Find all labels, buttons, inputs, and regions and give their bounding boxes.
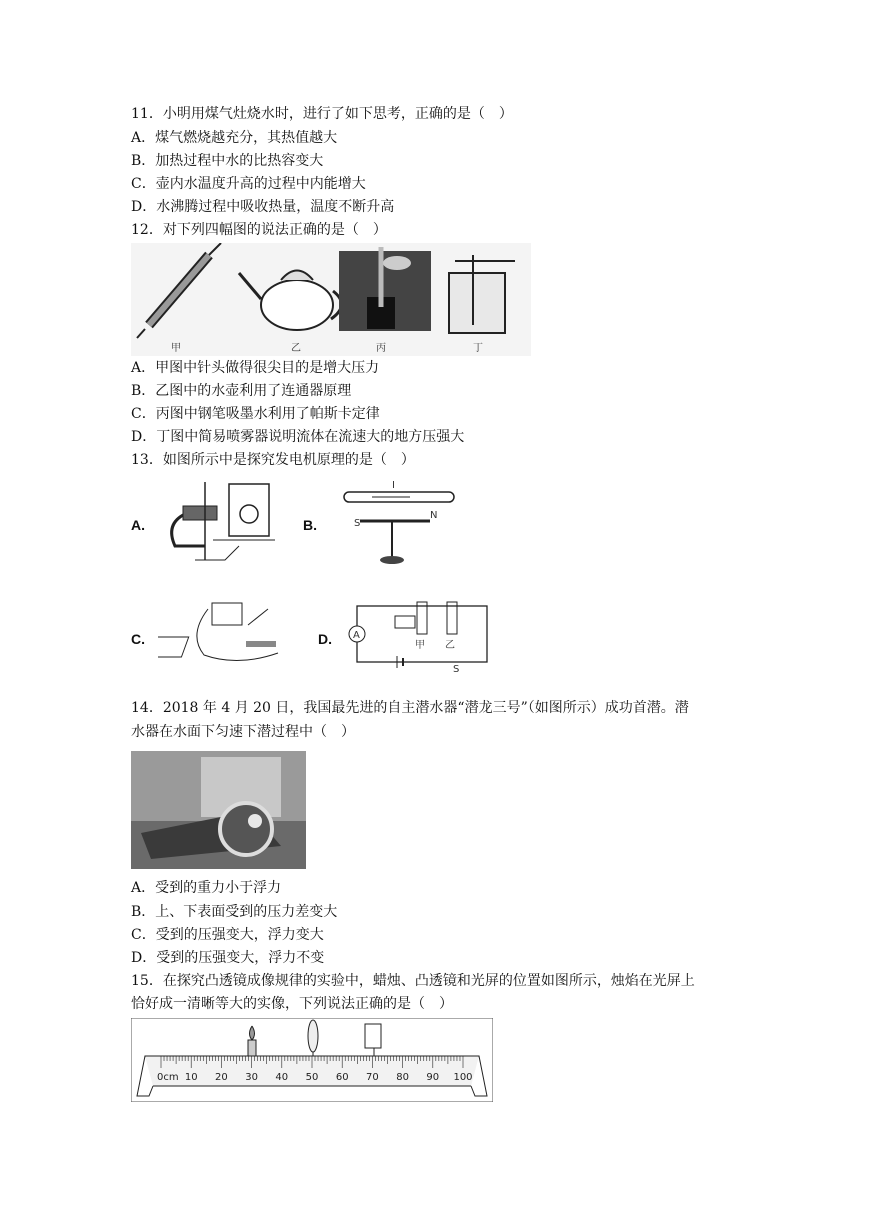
q14-option-c[interactable]: C．受到的压强变大，浮力变大 bbox=[131, 927, 324, 943]
ruler-tick-label: 90 bbox=[426, 1072, 440, 1083]
q11-option-a[interactable]: A．煤气燃烧越充分，其热值越大 bbox=[131, 130, 338, 146]
q11-stem: 11．小明用煤气灶烧水时，进行了如下思考，正确的是（ ） bbox=[131, 106, 513, 122]
ruler-tick-label: 100 bbox=[453, 1072, 473, 1083]
ruler-tick-label: 40 bbox=[275, 1072, 289, 1083]
submersible-photo bbox=[131, 751, 306, 869]
q13-figure-d bbox=[343, 592, 493, 674]
q14-option-d[interactable]: D．受到的压强变大，浮力不变 bbox=[131, 950, 325, 966]
q13-label-a[interactable]: A. bbox=[131, 517, 145, 533]
pen-ink-figure bbox=[339, 247, 431, 331]
q12-figure bbox=[131, 243, 531, 356]
electromagnet-yi-label: 乙 bbox=[445, 640, 455, 651]
ruler-tick-label: 80 bbox=[396, 1072, 409, 1083]
q13-figure-b bbox=[330, 476, 465, 568]
q13-label-c[interactable]: C. bbox=[131, 631, 145, 647]
ruler-tick-label: 0cm bbox=[157, 1072, 179, 1083]
fig-label-yi: 乙 bbox=[291, 343, 301, 354]
north-pole-label: N bbox=[430, 510, 438, 521]
q13-label-d[interactable]: D. bbox=[318, 631, 332, 647]
q11-option-c[interactable]: C．壶内水温度升高的过程中内能增大 bbox=[131, 176, 366, 192]
q11-option-d[interactable]: D．水沸腾过程中吸收热量，温度不断升高 bbox=[131, 199, 395, 215]
fig-label-ding: 丁 bbox=[473, 343, 483, 354]
fig-label-jia: 甲 bbox=[171, 343, 181, 354]
q12-option-c[interactable]: C．丙图中钢笔吸墨水利用了帕斯卡定律 bbox=[131, 406, 380, 422]
q11-option-b[interactable]: B．加热过程中水的比热容变大 bbox=[131, 153, 324, 169]
q15-stem-line1: 15．在探究凸透镜成像规律的实验中，蜡烛、凸透镜和光屏的位置如图所示，烛焰在光屏上 bbox=[131, 973, 695, 989]
q12-option-d[interactable]: D．丁图中简易喷雾器说明流体在流速大的地方压强大 bbox=[131, 429, 465, 445]
q14-stem-line2: 水器在水面下匀速下潜过程中（ ） bbox=[131, 724, 355, 740]
q13-label-b[interactable]: B. bbox=[303, 517, 317, 533]
q13-stem: 13．如图所示中是探究发电机原理的是（ ） bbox=[131, 452, 415, 468]
current-label: I bbox=[392, 480, 395, 491]
ruler-tick-label: 10 bbox=[184, 1072, 198, 1083]
q15-stem-line2: 恰好成一清晰等大的实像，下列说法正确的是（ ） bbox=[131, 996, 453, 1012]
switch-label: S bbox=[453, 664, 460, 674]
q12-option-b[interactable]: B．乙图中的水壶利用了连通器原理 bbox=[131, 383, 352, 399]
ammeter-label: A bbox=[353, 630, 360, 641]
q12-stem: 12．对下列四幅图的说法正确的是（ ） bbox=[131, 222, 387, 238]
fig-label-bing: 丙 bbox=[376, 343, 386, 354]
optical-bench-figure bbox=[131, 1018, 493, 1102]
ruler-tick-label: 20 bbox=[215, 1072, 228, 1083]
q12-option-a[interactable]: A．甲图中针头做得很尖目的是增大压力 bbox=[131, 360, 380, 376]
ruler-tick-label: 70 bbox=[366, 1072, 379, 1083]
electromagnet-jia-label: 甲 bbox=[415, 640, 425, 651]
south-pole-label: S bbox=[354, 518, 361, 529]
ruler-tick-label: 30 bbox=[245, 1072, 258, 1083]
q14-option-b[interactable]: B．上、下表面受到的压力差变大 bbox=[131, 904, 338, 920]
q13-figure-c bbox=[158, 595, 288, 675]
q14-option-a[interactable]: A．受到的重力小于浮力 bbox=[131, 880, 282, 896]
ruler-tick-label: 50 bbox=[305, 1072, 319, 1083]
q13-figure-a bbox=[155, 476, 285, 568]
q14-stem-line1: 14．2018 年 4 月 20 日，我国最先进的自主潜水器“潜龙三号”（如图所示）成功首潜。潜 bbox=[131, 700, 689, 716]
ruler-tick-label: 60 bbox=[335, 1072, 349, 1083]
